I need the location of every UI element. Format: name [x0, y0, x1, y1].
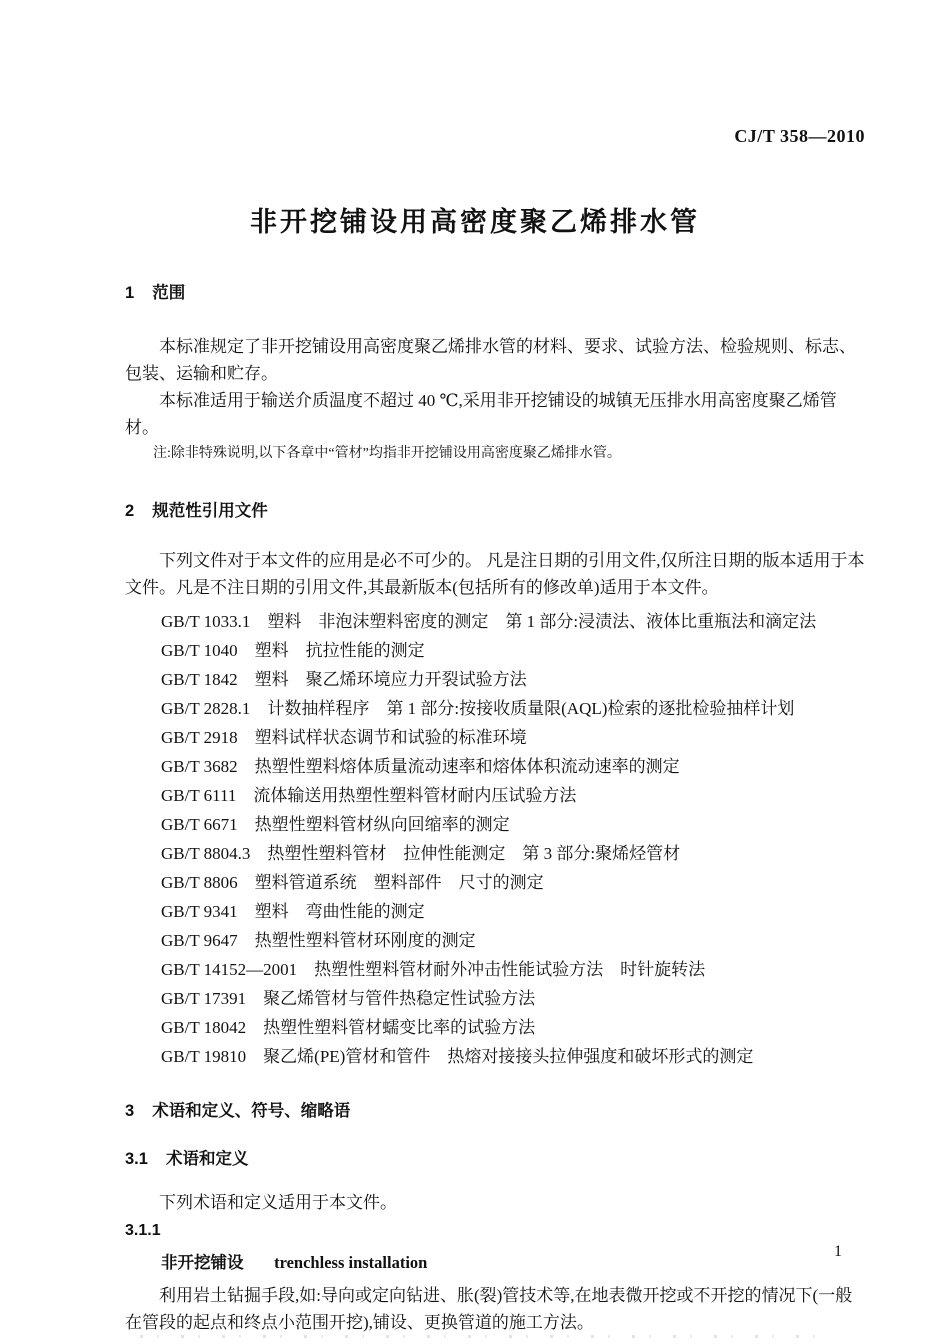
page-number: 1	[834, 1243, 842, 1260]
scope-note: 注:除非特殊说明,以下各章中“管材”均指非开挖铺设用高密度聚乙烯排水管。	[153, 446, 621, 461]
subsection-number: 3.1	[125, 1150, 148, 1168]
reference-item: GB/T 2828.1 计数抽样程序 第 1 部分:按接收质量限(AQL)检索的逐批检验抽样计划	[161, 699, 795, 718]
reference-item: GB/T 18042 热塑性塑料管材蠕变比率的试验方法	[161, 1018, 536, 1037]
terms-intro: 下列术语和定义适用于本文件。	[159, 1193, 397, 1212]
document-title: 非开挖铺设用高密度聚乙烯排水管	[250, 207, 700, 237]
section-heading-scope	[125, 283, 867, 303]
document-body	[125, 283, 867, 1336]
reference-item: GB/T 14152—2001 热塑性塑料管材耐外冲击性能试验方法 时针旋转法	[161, 960, 706, 979]
term-definition: 利用岩土钻掘手段,如:导向或定向钻进、胀(裂)管技术等,在地表微开挖或不开挖的情况下(一般在管段的起点和终点小范围开挖),铺设、更换管道的施工方法。	[125, 1286, 853, 1332]
reference-item: GB/T 1842 塑料 聚乙烯环境应力开裂试验方法	[161, 670, 527, 689]
reference-item: GB/T 3682 热塑性塑料熔体质量流动速率和熔体体积流动速率的测定	[161, 757, 680, 776]
reference-item: GB/T 8804.3 热塑性塑料管材 拉伸性能测定 第 3 部分:聚烯烃管材	[161, 844, 681, 863]
reference-item: GB/T 19810 聚乙烯(PE)管材和管件 热熔对接接头拉伸强度和破坏形式的测定	[161, 1047, 754, 1066]
section-heading-terms	[125, 1101, 867, 1121]
term-english: trenchless installation	[274, 1253, 428, 1272]
term-number: 3.1.1	[125, 1222, 161, 1239]
scan-artifact-line	[140, 1335, 820, 1338]
reference-item: GB/T 17391 聚乙烯管材与管件热稳定性试验方法	[161, 989, 536, 1008]
references-list	[125, 607, 867, 1071]
section-number: 1	[125, 284, 135, 302]
reference-item: GB/T 9341 塑料 弯曲性能的测定	[161, 902, 425, 921]
scope-paragraph-2: 本标准适用于输送介质温度不超过 40 ℃,采用非开挖铺设的城镇无压排水用高密度聚乙烯管材。	[125, 391, 837, 437]
standard-code: CJ/T 358—2010	[734, 126, 865, 146]
section-title: 范围	[152, 284, 186, 302]
subsection-heading-terms-definitions	[125, 1149, 867, 1169]
reference-item: GB/T 6111 流体输送用热塑性塑料管材耐内压试验方法	[161, 786, 577, 805]
reference-item: GB/T 8806 塑料管道系统 塑料部件 尺寸的测定	[161, 873, 544, 892]
section-number: 3	[125, 1102, 135, 1120]
references-intro: 下列文件对于本文件的应用是必不可少的。 凡是注日期的引用文件,仅所注日期的版本适用于本文件。凡是不注日期的引用文件,其最新版本(包括所有的修改单)适用于本文件。	[125, 551, 865, 597]
term-entry	[125, 1250, 867, 1276]
section-heading-normative-references	[125, 501, 867, 521]
section-number: 2	[125, 502, 135, 520]
term-chinese: 非开挖铺设	[161, 1254, 244, 1272]
subsection-title: 术语和定义	[165, 1150, 249, 1168]
reference-item: GB/T 2918 塑料试样状态调节和试验的标准环境	[161, 728, 527, 747]
reference-item: GB/T 1040 塑料 抗拉性能的测定	[161, 641, 425, 660]
scope-paragraph-1: 本标准规定了非开挖铺设用高密度聚乙烯排水管的材料、要求、试验方法、检验规则、标志、包装、运输和贮存。	[125, 337, 856, 383]
section-title: 规范性引用文件	[152, 502, 268, 520]
reference-item: GB/T 9647 热塑性塑料管材环刚度的测定	[161, 931, 476, 950]
reference-item: GB/T 1033.1 塑料 非泡沫塑料密度的测定 第 1 部分:浸渍法、液体比重瓶法和滴定法	[161, 612, 817, 631]
reference-item: GB/T 6671 热塑性塑料管材纵向回缩率的测定	[161, 815, 510, 834]
section-title: 术语和定义、符号、缩略语	[152, 1102, 351, 1120]
